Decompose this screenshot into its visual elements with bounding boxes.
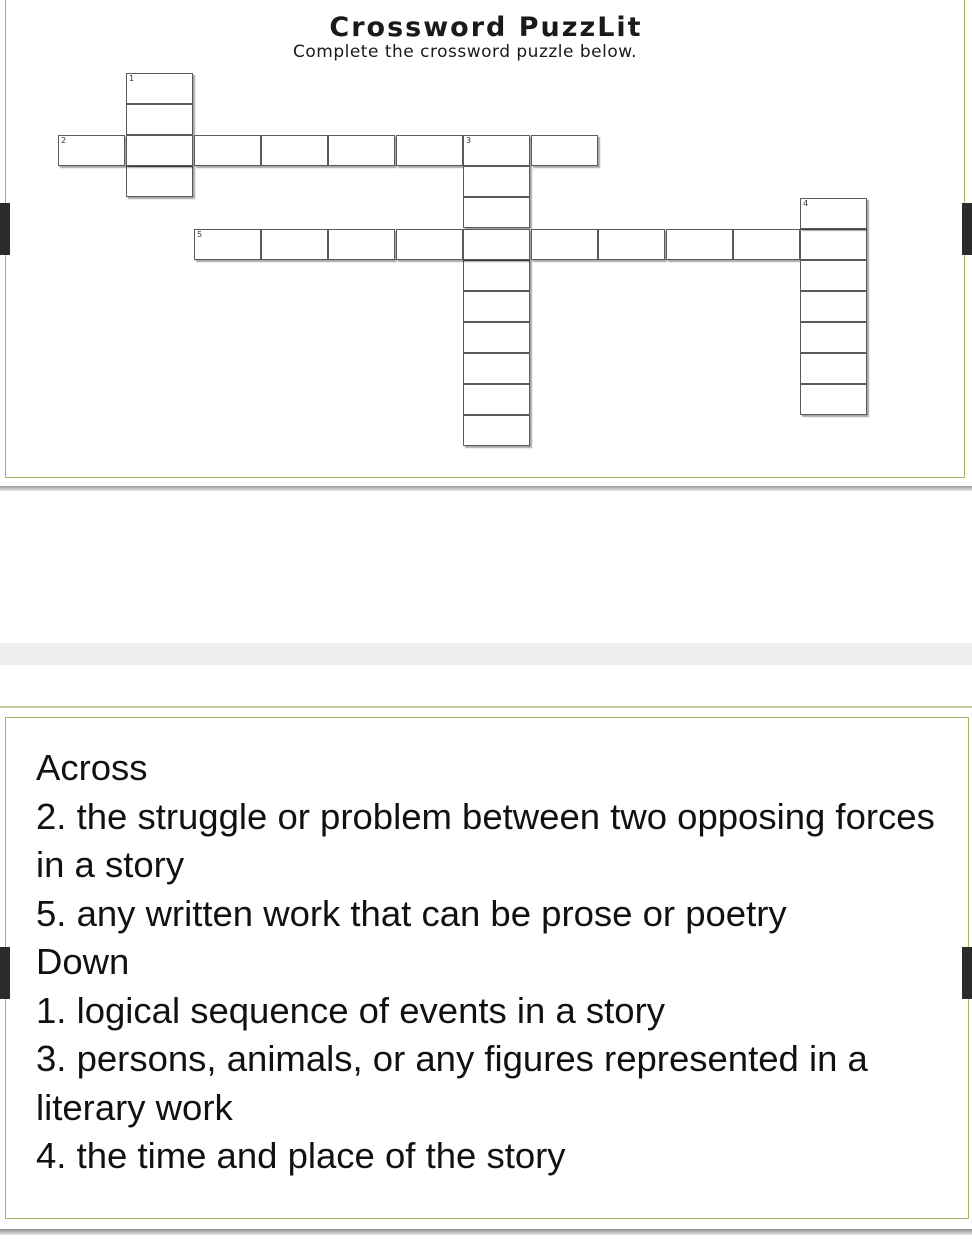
crossword-cell-5-across-1[interactable] <box>194 229 261 260</box>
across-clue-2: 2. the struggle or problem between two opposing forces in a story <box>36 795 935 885</box>
puzzle-panel <box>0 0 972 478</box>
clue-number-4: 4 <box>803 199 809 208</box>
right-page-tab-lower <box>962 947 972 999</box>
across-clue-5: 5. any written work that can be prose or poetry <box>36 892 787 934</box>
crossword-cell-3-down-9[interactable] <box>463 384 530 415</box>
crossword-cell-5-across-5[interactable] <box>463 229 530 260</box>
separator-band <box>0 643 972 665</box>
crossword-cell-3-down-8[interactable] <box>463 353 530 384</box>
crossword-cell-5-across-10[interactable] <box>800 229 867 260</box>
crossword-cell-3-down-3[interactable] <box>463 197 530 228</box>
down-clue-4: 4. the time and place of the story <box>36 1135 566 1176</box>
crossword-cell-4-down-7[interactable] <box>800 384 867 415</box>
crossword-cell-5-across-8[interactable] <box>666 229 733 260</box>
crossword-cell-2-across-6[interactable] <box>396 135 463 166</box>
across-heading: Across <box>36 747 148 788</box>
puzzle-instructions: Complete the crossword puzzle below. <box>292 42 638 62</box>
crossword-cell-3-down-7[interactable] <box>463 322 530 353</box>
down-clue-1: 1. logical sequence of events in a story <box>36 989 665 1031</box>
crossword-cell-3-down-2[interactable] <box>463 166 530 197</box>
crossword-cell-3-down-5[interactable] <box>463 260 530 291</box>
crossword-cell-2-across-3[interactable] <box>194 135 261 166</box>
crossword-cell-5-across-7[interactable] <box>598 229 665 260</box>
crossword-cell-2-across-4[interactable] <box>261 135 328 166</box>
crossword-cell-5-across-4[interactable] <box>396 229 463 260</box>
crossword-cell-5-across-2[interactable] <box>261 229 328 260</box>
crossword-cell-2-across-7[interactable] <box>463 135 530 166</box>
crossword-cell-4-down-4[interactable] <box>800 291 867 322</box>
clue-list <box>36 744 936 1181</box>
clue-number-2: 2 <box>61 136 67 145</box>
crossword-cell-1-down-4[interactable] <box>126 166 193 197</box>
crossword-cell-2-across-2[interactable] <box>126 135 193 166</box>
right-page-tab <box>962 203 972 255</box>
crossword-cell-4-down-3[interactable] <box>800 260 867 291</box>
crossword-cell-5-across-9[interactable] <box>733 229 800 260</box>
clue-number-3: 3 <box>466 136 472 145</box>
down-heading: Down <box>36 941 130 982</box>
crossword-cell-4-down-1[interactable] <box>800 198 867 229</box>
clue-number-5: 5 <box>197 230 203 239</box>
panel-shadow-lower <box>0 1229 972 1235</box>
crossword-cell-2-across-1[interactable] <box>58 135 125 166</box>
crossword-cell-2-across-8[interactable] <box>531 135 598 166</box>
crossword-cell-3-down-6[interactable] <box>463 291 530 322</box>
crossword-cell-5-across-3[interactable] <box>328 229 395 260</box>
crossword-cell-2-across-5[interactable] <box>328 135 395 166</box>
crossword-cell-1-down-2[interactable] <box>126 104 193 135</box>
left-page-tab-lower <box>0 947 10 999</box>
panel-shadow <box>0 486 972 491</box>
clue-number-1: 1 <box>129 74 135 83</box>
left-page-tab <box>0 203 10 255</box>
crossword-cell-5-across-6[interactable] <box>531 229 598 260</box>
crossword-cell-4-down-5[interactable] <box>800 322 867 353</box>
down-clue-3: 3. persons, animals, or any figures represented in a literary work <box>36 1038 868 1128</box>
crossword-cell-3-down-10[interactable] <box>463 415 530 446</box>
separator-line <box>0 706 972 708</box>
crossword-cell-4-down-6[interactable] <box>800 353 867 384</box>
crossword-cell-1-down-1[interactable] <box>126 73 193 104</box>
puzzle-title: Crossword PuzzLit <box>329 12 643 43</box>
